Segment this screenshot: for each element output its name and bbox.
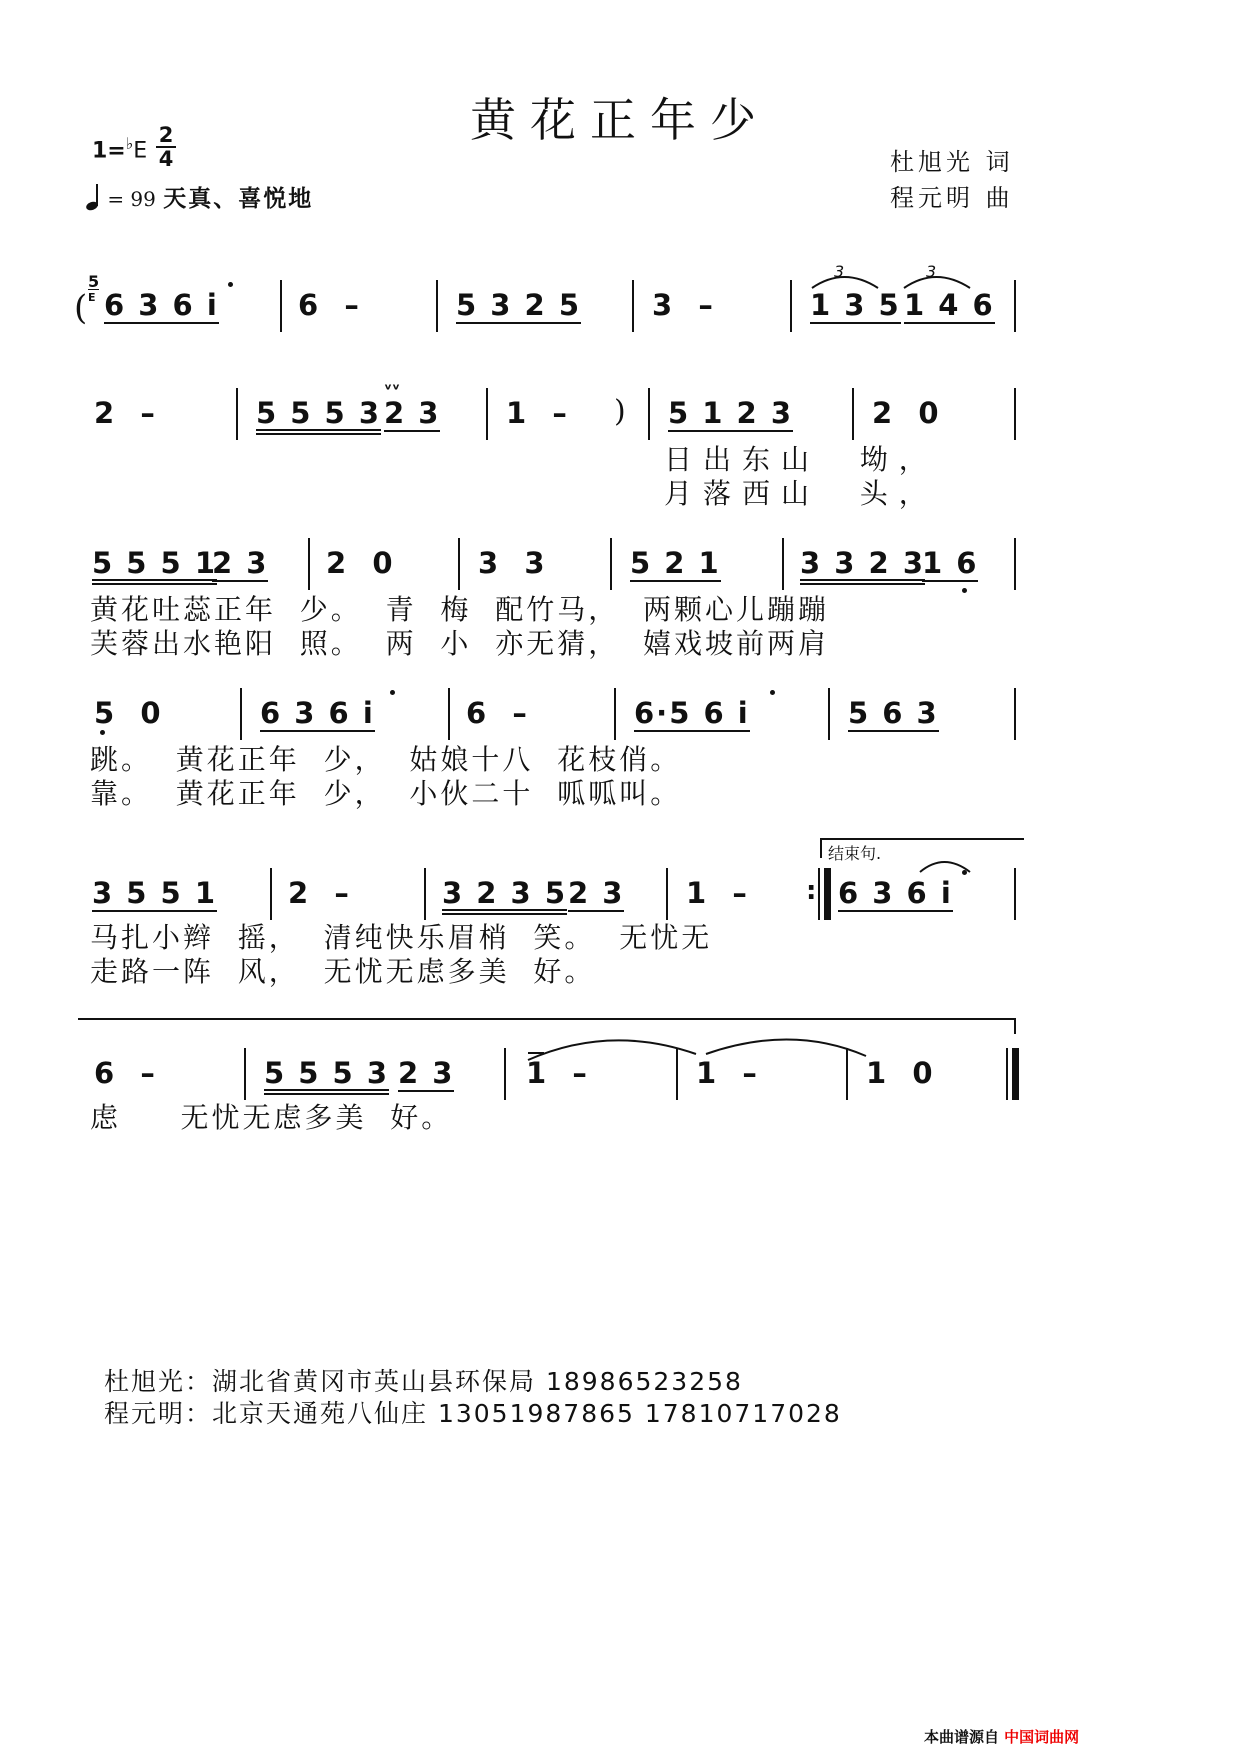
barline: [448, 688, 450, 740]
measure-2-4: 5 1 2 3: [668, 396, 794, 430]
barline: [458, 538, 460, 590]
score-row-6: [0, 1044, 1240, 1134]
measure-1-5b: 1 4 6: [904, 288, 995, 322]
measure-1-4: 3 –: [652, 288, 715, 322]
measure-3-5a: 3 3 2 3: [800, 548, 925, 585]
lyric-verse-1: 日出东山 坳，: [664, 443, 938, 476]
time-top: 2: [156, 124, 176, 148]
ending-bracket: [820, 838, 1024, 840]
grace-bottom: E: [88, 291, 96, 304]
measure-2-3: 1 –: [506, 396, 569, 430]
score-row-5: [0, 864, 1240, 988]
barline: [1014, 538, 1016, 590]
measure-4-5: 5 6 3: [848, 696, 939, 730]
barline: [424, 868, 426, 920]
high-dot: [770, 690, 775, 695]
barline: [1014, 388, 1016, 440]
contact-lyricist: 杜旭光：湖北省黄冈市英山县环保局 18986523258: [104, 1367, 743, 1396]
barline: [270, 868, 272, 920]
measure-2-5: 2 0: [872, 396, 941, 430]
ending-label: 结束句.: [828, 844, 882, 863]
measure-5-4: 1 –: [686, 876, 749, 910]
triplet-mark: 3: [926, 262, 937, 281]
high-dot: [228, 282, 233, 287]
barline: [1014, 280, 1016, 332]
measure-4-3: 6 –: [466, 696, 529, 730]
measure-3-1a: 5 5 5 1: [92, 548, 217, 585]
close-paren: ): [614, 394, 626, 429]
tempo-line: [86, 180, 313, 213]
barline: [308, 538, 310, 590]
ending-bracket-tick: [820, 838, 822, 858]
final-barline-thin: [1006, 1048, 1008, 1100]
measure-2-2b: 2 3: [384, 396, 441, 430]
measure-3-4: 5 2 1: [630, 546, 721, 580]
key-note: E: [133, 138, 148, 164]
measure-6-5: 1 0: [866, 1056, 935, 1090]
measure-3-1b: 2 3: [212, 546, 269, 580]
lyric-verse-2: 走路一阵 风， 无忧无虑多美 好。: [90, 955, 596, 988]
lyric-verse-1: 黄花吐蕊正年 少。 青 梅 配竹马， 两颗心儿蹦蹦: [90, 593, 830, 626]
measure-6-2a: 5 5 5 3: [264, 1058, 389, 1095]
measure-5-3a: 3 2 3 5: [442, 878, 567, 915]
tempo-value: = 99: [107, 187, 156, 211]
barline: [236, 388, 238, 440]
barline: [1014, 868, 1016, 920]
measure-4-4: 6·5 6 i: [634, 696, 750, 730]
score-row-2: [0, 380, 1240, 510]
slur-icon: [916, 852, 976, 876]
measure-1-1: 6 3 6 i: [104, 288, 219, 322]
measure-6-4: 1 –: [696, 1056, 759, 1090]
measure-3-5b: 1 6: [922, 546, 979, 580]
barline: [666, 868, 668, 920]
barline: [436, 280, 438, 332]
lyric-verse-1: 跳。 黄花正年 少， 姑娘十八 花枝俏。: [90, 743, 682, 776]
measure-2-2a: 5 5 5 3: [256, 398, 381, 435]
barline: [846, 1048, 848, 1100]
barline: [852, 388, 854, 440]
barline: [632, 280, 634, 332]
measure-4-2: 6 3 6 i: [260, 696, 375, 730]
flat-sign: ♭: [125, 134, 134, 153]
lyric-verse-1: 虑 无忧无虑多美 好。: [90, 1101, 453, 1134]
score-row-4: [0, 684, 1240, 810]
grace-top: 5: [88, 272, 100, 291]
repeat-barline: [824, 868, 831, 920]
measure-3-3: 3 3: [478, 546, 547, 580]
lyricist-credit: 杜旭光 词: [890, 148, 1014, 176]
low-dot: [100, 730, 105, 735]
lyric-verse-2: 月落西山 头，: [664, 477, 938, 510]
measure-5-1: 3 5 5 1: [92, 876, 218, 910]
high-dot: [962, 870, 967, 875]
measure-3-2: 2 0: [326, 546, 395, 580]
ending-bracket-2: [78, 1018, 1016, 1020]
barline: [648, 388, 650, 440]
barline: [676, 1048, 678, 1100]
time-bottom: 4: [158, 147, 174, 171]
measure-1-2: 6 –: [298, 288, 361, 322]
measure-4-1: 5 0: [94, 696, 163, 730]
barline: [828, 688, 830, 740]
barline: [1014, 688, 1016, 740]
triplet-mark: 3: [834, 262, 845, 281]
measure-5-5: 6 3 6 i: [838, 876, 953, 910]
lyric-verse-1: 马扎小辫 摇， 清纯快乐眉梢 笑。 无忧无: [90, 921, 713, 954]
brand-source: 本曲谱源自: [924, 1728, 1000, 1746]
barline: [240, 688, 242, 740]
quarter-note-icon: [86, 184, 100, 210]
final-barline-thick: [1012, 1048, 1019, 1100]
measure-1-3: 5 3 2 5: [456, 288, 582, 322]
page-title: 黄花正年少: [470, 93, 770, 147]
lyric-verse-2: 芙蓉出水艳阳 照。 两 小 亦无猜， 嬉戏坡前两肩: [90, 627, 830, 660]
score-row-3: [0, 534, 1240, 660]
key-signature: [92, 134, 147, 164]
low-dot: [962, 588, 967, 593]
barline: [486, 388, 488, 440]
barline: [818, 868, 820, 920]
tempo-expression: 天真、喜悦地: [163, 185, 314, 212]
high-dot: [390, 690, 395, 695]
measure-1-5a: 1 3 5: [810, 288, 901, 322]
brand-watermark: [924, 1726, 1079, 1747]
measure-6-2b: 2 3: [398, 1056, 455, 1090]
measure-2-1: 2 –: [94, 396, 157, 430]
time-signature: [156, 124, 176, 170]
measure-6-1: 6 –: [94, 1056, 157, 1090]
barline: [614, 688, 616, 740]
measure-5-3b: 2 3: [568, 876, 625, 910]
brand-name[interactable]: 中国词曲网: [1004, 1728, 1080, 1746]
barline: [244, 1048, 246, 1100]
open-paren: (: [74, 288, 88, 328]
ending-bracket-2-tick: [1014, 1018, 1016, 1034]
barline: [790, 280, 792, 332]
grace-fraction: [88, 274, 99, 305]
fermata-line: [528, 1052, 544, 1054]
key-prefix: 1=: [92, 138, 126, 164]
composer-credit: 程元明 曲: [890, 184, 1014, 212]
mordent-icon: ᵛᵛ: [384, 380, 401, 399]
repeat-dots-icon: :: [806, 876, 817, 906]
barline: [610, 538, 612, 590]
measure-5-2: 2 –: [288, 876, 351, 910]
barline: [504, 1048, 506, 1100]
lyric-verse-2: 靠。 黄花正年 少， 小伙二十 呱呱叫。: [90, 777, 682, 810]
measure-6-3: 1 –: [526, 1056, 589, 1090]
contact-composer: 程元明：北京天通苑八仙庄 13051987865 17810717028: [104, 1399, 842, 1428]
barline: [782, 538, 784, 590]
score-row-1: [0, 262, 1240, 336]
barline: [280, 280, 282, 332]
